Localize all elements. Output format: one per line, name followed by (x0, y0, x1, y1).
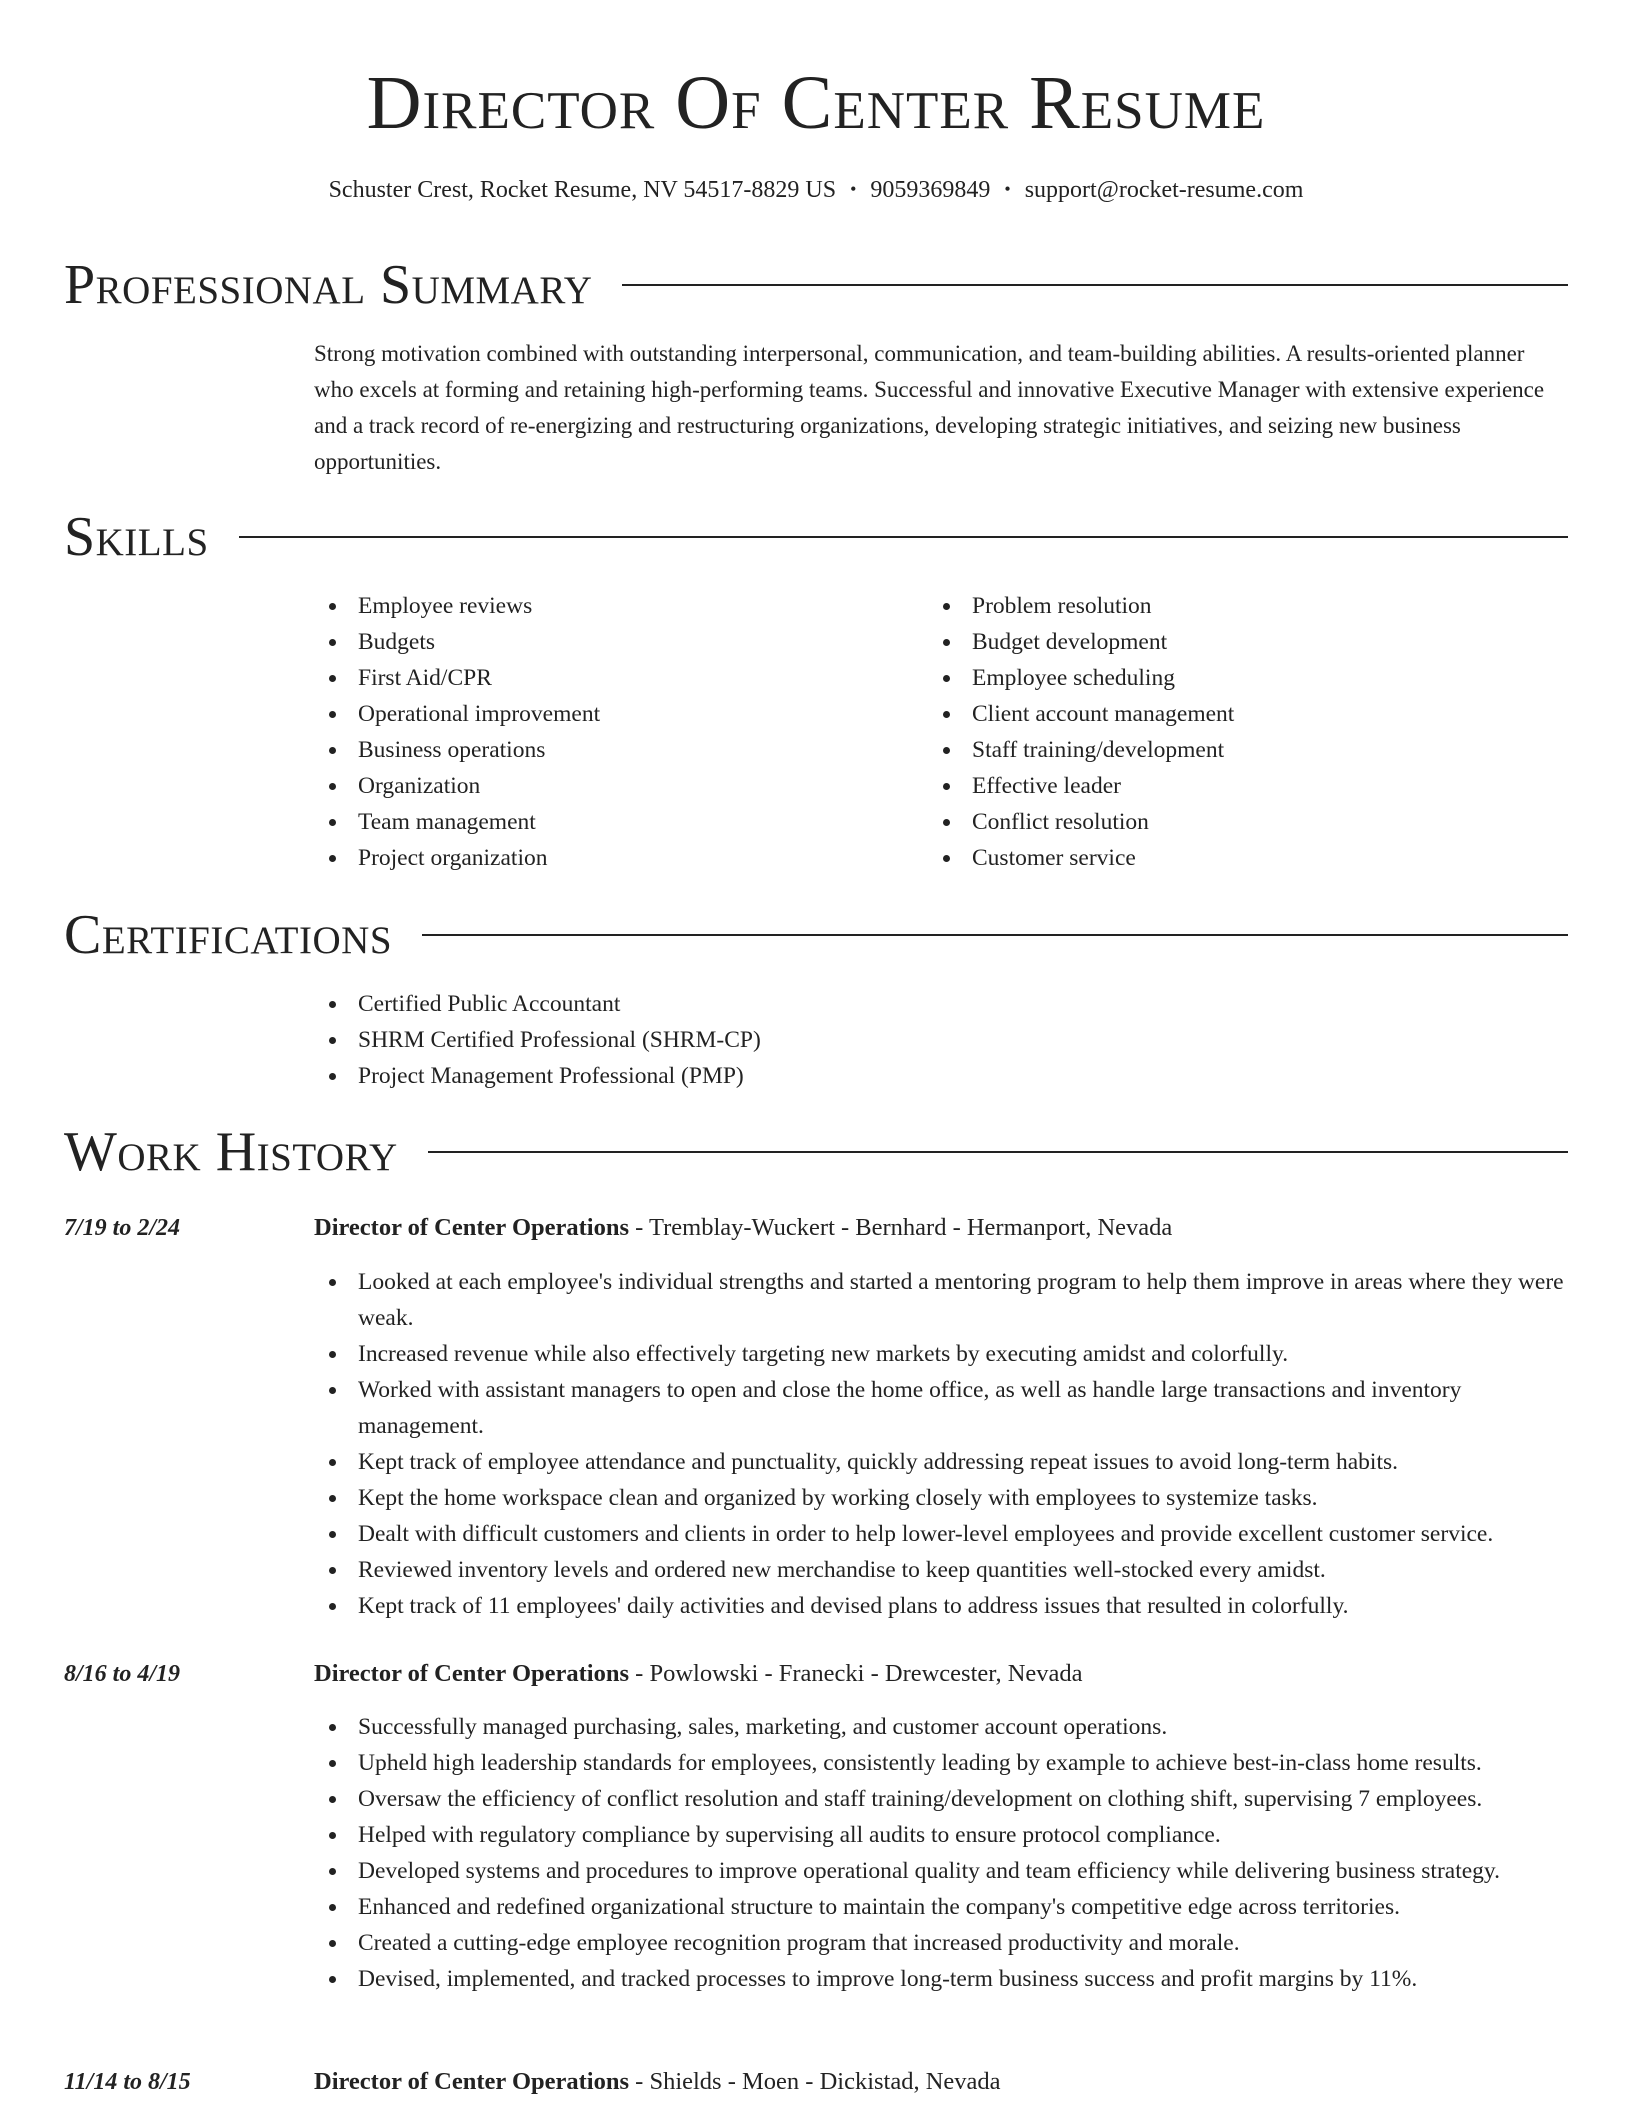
job-bullet: Created a cutting-edge employee recognition program that increased productivity and morale. (314, 1925, 1572, 1961)
skill-item: Employee scheduling (928, 660, 1488, 696)
skill-item: First Aid/CPR (314, 660, 874, 696)
skill-item: Client account management (928, 696, 1488, 732)
job-bullet: Dealt with difficult customers and clients in order to help lower-level employees and provide excellent customer service. (314, 1516, 1572, 1552)
summary-text: Strong motivation combined with outstanding interpersonal, communication, and team-building abilities. A results-oriented planner who excels at forming and retaining high-performing teams. Successful and innovative Executive Manager with extensive experience and a track record of re-energizing and restructuring organizations, developing strategic initiatives, and seizing new business opportunities. (314, 341, 1545, 474)
skill-item: Employee reviews (314, 588, 874, 624)
job-heading (314, 1656, 1083, 1692)
certification-item: Certified Public Accountant (314, 986, 1214, 1022)
job-dates: 8/16 to 4/19 (64, 1661, 181, 1687)
section-title-summary: Professional Summary (64, 254, 593, 316)
skill-item: Project organization (314, 840, 874, 876)
section-title-certifications: Certifications (64, 904, 393, 966)
section-header-work-history (64, 1117, 1568, 1187)
job-heading (314, 1210, 1172, 1246)
section-title-skills: Skills (64, 506, 209, 568)
certification-item: SHRM Certified Professional (SHRM-CP) (314, 1022, 1214, 1058)
contact-separator: • (1004, 179, 1011, 199)
job-employer-location: - Shields - Moen - Dickistad, Nevada (629, 2068, 1001, 2095)
job-bullets (314, 1709, 1572, 1997)
job-bullet: Successfully managed purchasing, sales, marketing, and customer account operations. (314, 1709, 1572, 1745)
skill-item: Problem resolution (928, 588, 1488, 624)
job-bullets (314, 1264, 1572, 1624)
skill-item: Operational improvement (314, 696, 874, 732)
skill-item: Budget development (928, 624, 1488, 660)
job-bullet: Helped with regulatory compliance by supervising all audits to ensure protocol compliance. (314, 1817, 1572, 1853)
skills-column-left (314, 588, 874, 876)
contact-phone: 9059369849 (870, 177, 991, 203)
job-employer-location: - Powlowski - Franecki - Drewcester, Nevada (629, 1660, 1083, 1687)
job-title: Director of Center Operations (314, 1660, 630, 1687)
job-title: Director of Center Operations (314, 1214, 630, 1241)
certification-item: Project Management Professional (PMP) (314, 1058, 1214, 1094)
certifications-list (314, 986, 1214, 1094)
skill-item: Business operations (314, 732, 874, 768)
skill-item: Customer service (928, 840, 1488, 876)
contact-email: support@rocket-resume.com (1024, 177, 1304, 203)
skill-item: Effective leader (928, 768, 1488, 804)
skill-item: Staff training/development (928, 732, 1488, 768)
section-divider (239, 536, 1568, 538)
skill-item: Conflict resolution (928, 804, 1488, 840)
skill-item: Budgets (314, 624, 874, 660)
job-bullet: Kept track of employee attendance and punctuality, quickly addressing repeat issues to avoid long-term habits. (314, 1444, 1572, 1480)
job-bullet: Reviewed inventory levels and ordered new merchandise to keep quantities well-stocked every amidst. (314, 1552, 1572, 1588)
contact-line (0, 174, 1632, 207)
job-employer-location: - Tremblay-Wuckert - Bernhard - Hermanport, Nevada (629, 1214, 1173, 1241)
section-divider (422, 934, 1568, 936)
job-bullet: Kept the home workspace clean and organized by working closely with employees to systemize tasks. (314, 1480, 1572, 1516)
job-bullet: Looked at each employee's individual strengths and started a mentoring program to help them improve in areas where they were weak. (314, 1264, 1572, 1336)
job-bullet: Worked with assistant managers to open and close the home office, as well as handle large transactions and inventory management. (314, 1372, 1572, 1444)
section-header-summary (64, 250, 1568, 320)
job-bullet: Upheld high leadership standards for employees, consistently leading by example to achieve best-in-class home results. (314, 1745, 1572, 1781)
section-header-certifications (64, 900, 1568, 970)
section-divider (622, 284, 1568, 286)
section-divider (428, 1151, 1568, 1153)
job-heading (314, 2064, 1001, 2100)
section-header-skills (64, 502, 1568, 572)
job-bullet: Kept track of 11 employees' daily activities and devised plans to address issues that resulted in colorfully. (314, 1588, 1572, 1624)
skill-item: Team management (314, 804, 874, 840)
resume-title: Director Of Center Resume (366, 61, 1266, 145)
job-bullet: Devised, implemented, and tracked processes to improve long-term business success and profit margins by 11%. (314, 1961, 1572, 1997)
job-dates: 7/19 to 2/24 (64, 1215, 181, 1241)
job-title: Director of Center Operations (314, 2068, 630, 2095)
section-title-work-history: Work History (64, 1121, 398, 1183)
skill-item: Organization (314, 768, 874, 804)
contact-address: Schuster Crest, Rocket Resume, NV 54517-8829 US (328, 177, 837, 203)
job-bullet: Increased revenue while also effectively targeting new markets by executing amidst and colorfully. (314, 1336, 1572, 1372)
job-dates: 11/14 to 8/15 (64, 2069, 191, 2095)
job-bullet: Enhanced and redefined organizational structure to maintain the company's competitive edge across territories. (314, 1889, 1572, 1925)
skills-column-right (928, 588, 1488, 876)
job-bullet: Oversaw the efficiency of conflict resolution and staff training/development on clothing shift, supervising 7 employees. (314, 1781, 1572, 1817)
contact-separator: • (850, 179, 857, 199)
job-bullet: Developed systems and procedures to improve operational quality and team efficiency while delivering business strategy. (314, 1853, 1572, 1889)
